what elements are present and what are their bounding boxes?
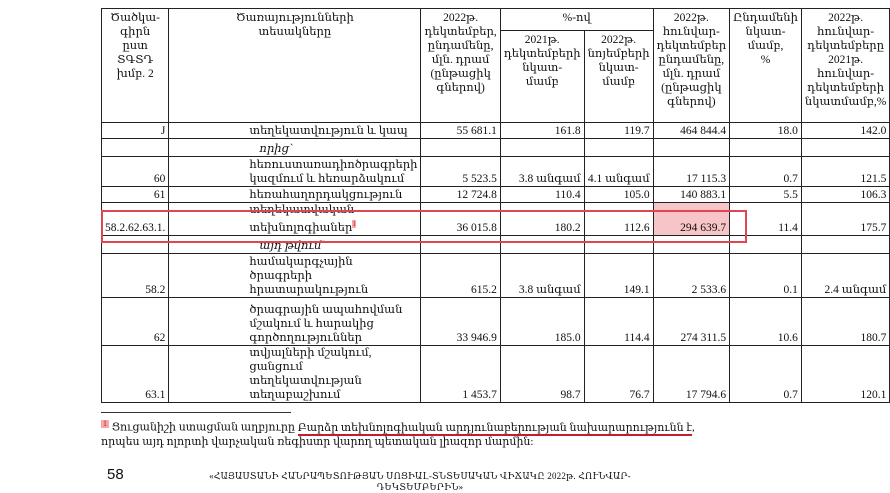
header-row-1	[102, 9, 890, 31]
cell-jan-dec: 464 844.4	[653, 123, 730, 139]
table-row	[102, 254, 890, 298]
row-code: 58.2.62.63.1.	[102, 203, 169, 236]
cell-share: 0.7	[730, 346, 802, 403]
table-row-highlighted	[102, 203, 890, 236]
footnote	[101, 420, 731, 449]
cell-pct-2022: 4.1 անգամ	[584, 157, 653, 187]
footnote-underlined: Բարձր տեխնոլոգիական արդյունաբերության նախարարությունն է	[297, 421, 693, 434]
footnote-pre: Ցուցանիշի ստացման աղբյուրը	[111, 421, 298, 434]
cell-jan-dec-pct: 175.7	[801, 203, 889, 236]
cell-jan-dec: 274 311.5	[653, 298, 730, 346]
cell-jan-dec-pct: 120.1	[801, 346, 889, 403]
footnote-divider	[101, 412, 291, 413]
cell-pct-2022: 76.7	[584, 346, 653, 403]
cell-volume: 33 946.9	[421, 298, 500, 346]
cell-jan-dec-pct: 180.7	[801, 298, 889, 346]
row-code: 62	[102, 298, 169, 346]
subheading-row	[102, 236, 890, 254]
footnote-mark: 1	[103, 419, 107, 428]
cell-jan-dec-pct: 2.4 անգամ	[801, 254, 889, 298]
cell-volume: 12 724.8	[421, 187, 500, 203]
services-table	[101, 8, 890, 403]
table-row	[102, 187, 890, 203]
header-code: Ծածկա- գիրն ըստ ՏԳՏԴ խմբ. 2	[102, 9, 169, 123]
cell-share: 5.5	[730, 187, 802, 203]
table-row	[102, 298, 890, 346]
row-code: 63.1	[102, 346, 169, 403]
row-name: հեռահաղորդակցություն	[169, 187, 421, 203]
header-jan-dec-pct: 2022թ. հունվար- դեկտեմբերը 2021թ. հունվար- դեկտեմբերի նկատմամբ,%	[801, 9, 889, 123]
row-name: տեղեկատվություն և կապ	[169, 123, 421, 139]
cell-jan-dec: 17 794.6	[653, 346, 730, 403]
cell-volume: 55 681.1	[421, 123, 500, 139]
cell-jan-dec-pct: 106.3	[801, 187, 889, 203]
row-code: J	[102, 123, 169, 139]
cell-jan-dec-highlighted: 294 639.7	[653, 203, 730, 236]
table-row	[102, 346, 890, 403]
header-volume-2022: 2022թ. դեկտեմբեր, ընդամենը, մլն. դրամ (ընթացիկ գներով)	[421, 9, 500, 123]
header-jan-dec-2022: 2022թ. հունվար- դեկտեմբեր ընդամենը, մլն. դրամ (ընթացիկ գներով)	[653, 9, 730, 123]
cell-pct-2021: 161.8	[500, 123, 584, 139]
row-name: ծրագրային ապահովման մշակում և հարակից գործողություններ	[169, 298, 421, 346]
row-code: 58.2	[102, 254, 169, 298]
cell-pct-2021: 185.0	[500, 298, 584, 346]
header-pct-2022: 2022թ. նոյեմբերի նկատ- մամբ	[584, 31, 653, 123]
cell-volume: 615.2	[421, 254, 500, 298]
cell-pct-2021: 180.2	[500, 203, 584, 236]
subheading-row	[102, 139, 890, 157]
cell-jan-dec: 2 533.6	[653, 254, 730, 298]
cell-pct-2022: 112.6	[584, 203, 653, 236]
cell-pct-2022: 119.7	[584, 123, 653, 139]
cell-pct-2022: 105.0	[584, 187, 653, 203]
cell-jan-dec: 140 883.1	[653, 187, 730, 203]
row-code: 61	[102, 187, 169, 203]
cell-pct-2021: 3.8 անգամ	[500, 157, 584, 187]
row-name: համակարգչային ծրագրերի հրատարակություն	[169, 254, 421, 298]
subheading-including: այդ թվում`	[169, 236, 421, 254]
header-share: Ընդամենի նկատ- մամբ, %	[730, 9, 802, 123]
cell-volume: 5 523.5	[421, 157, 500, 187]
cell-share: 0.7	[730, 157, 802, 187]
footnote-post: , որպես այդ ոլորտի վարչական ռեգիստր վարող պետական լիազոր մարմին:	[101, 421, 695, 448]
cell-share: 11.4	[730, 203, 802, 236]
header-pct-group: %-ով	[500, 9, 653, 31]
footnote-marker: 1	[352, 220, 356, 229]
row-name: տվյալների մշակում, ցանցում տեղեկատվության տեղաբաշխում	[169, 346, 421, 403]
cell-pct-2021: 3.8 անգամ	[500, 254, 584, 298]
subheading-of-which: որից`	[169, 139, 421, 157]
row-name: հեռուստառադիոծրագրերի կազմում և հեռարձակում	[169, 157, 421, 187]
table-row	[102, 157, 890, 187]
header-pct-2021: 2021թ. դեկտեմբերի նկատ- մամբ	[500, 31, 584, 123]
cell-pct-2021: 110.4	[500, 187, 584, 203]
row-code: 60	[102, 157, 169, 187]
row-name	[169, 203, 421, 236]
cell-pct-2022: 149.1	[584, 254, 653, 298]
cell-jan-dec-pct: 142.0	[801, 123, 889, 139]
cell-share: 18.0	[730, 123, 802, 139]
cell-share: 0.1	[730, 254, 802, 298]
cell-share: 10.6	[730, 298, 802, 346]
header-service-type: Ծառայությունների տեսակները	[169, 9, 421, 123]
running-footer: «ՀԱՅԱՍՏԱՆԻ ՀԱՆՐԱՊԵՏՈՒԹՅԱՆ ՍՈՑԻԱԼ-ՏՆՏԵՍԱԿԱՆ ՎԻՃԱԿԸ 2022թ. ՀՈՒՆՎԱՐ-ԴԵԿՏԵՄԲԵՐԻՆ»	[209, 471, 631, 492]
table-row	[102, 123, 890, 139]
cell-jan-dec-pct: 121.5	[801, 157, 889, 187]
cell-jan-dec: 17 115.3	[653, 157, 730, 187]
page-number: 58	[107, 466, 124, 483]
cell-volume: 36 015.8	[421, 203, 500, 236]
cell-pct-2021: 98.7	[500, 346, 584, 403]
cell-volume: 1 453.7	[421, 346, 500, 403]
row-name-text: տեղեկատվական տեխնոլոգիաներ	[249, 204, 355, 234]
cell-pct-2022: 114.4	[584, 298, 653, 346]
